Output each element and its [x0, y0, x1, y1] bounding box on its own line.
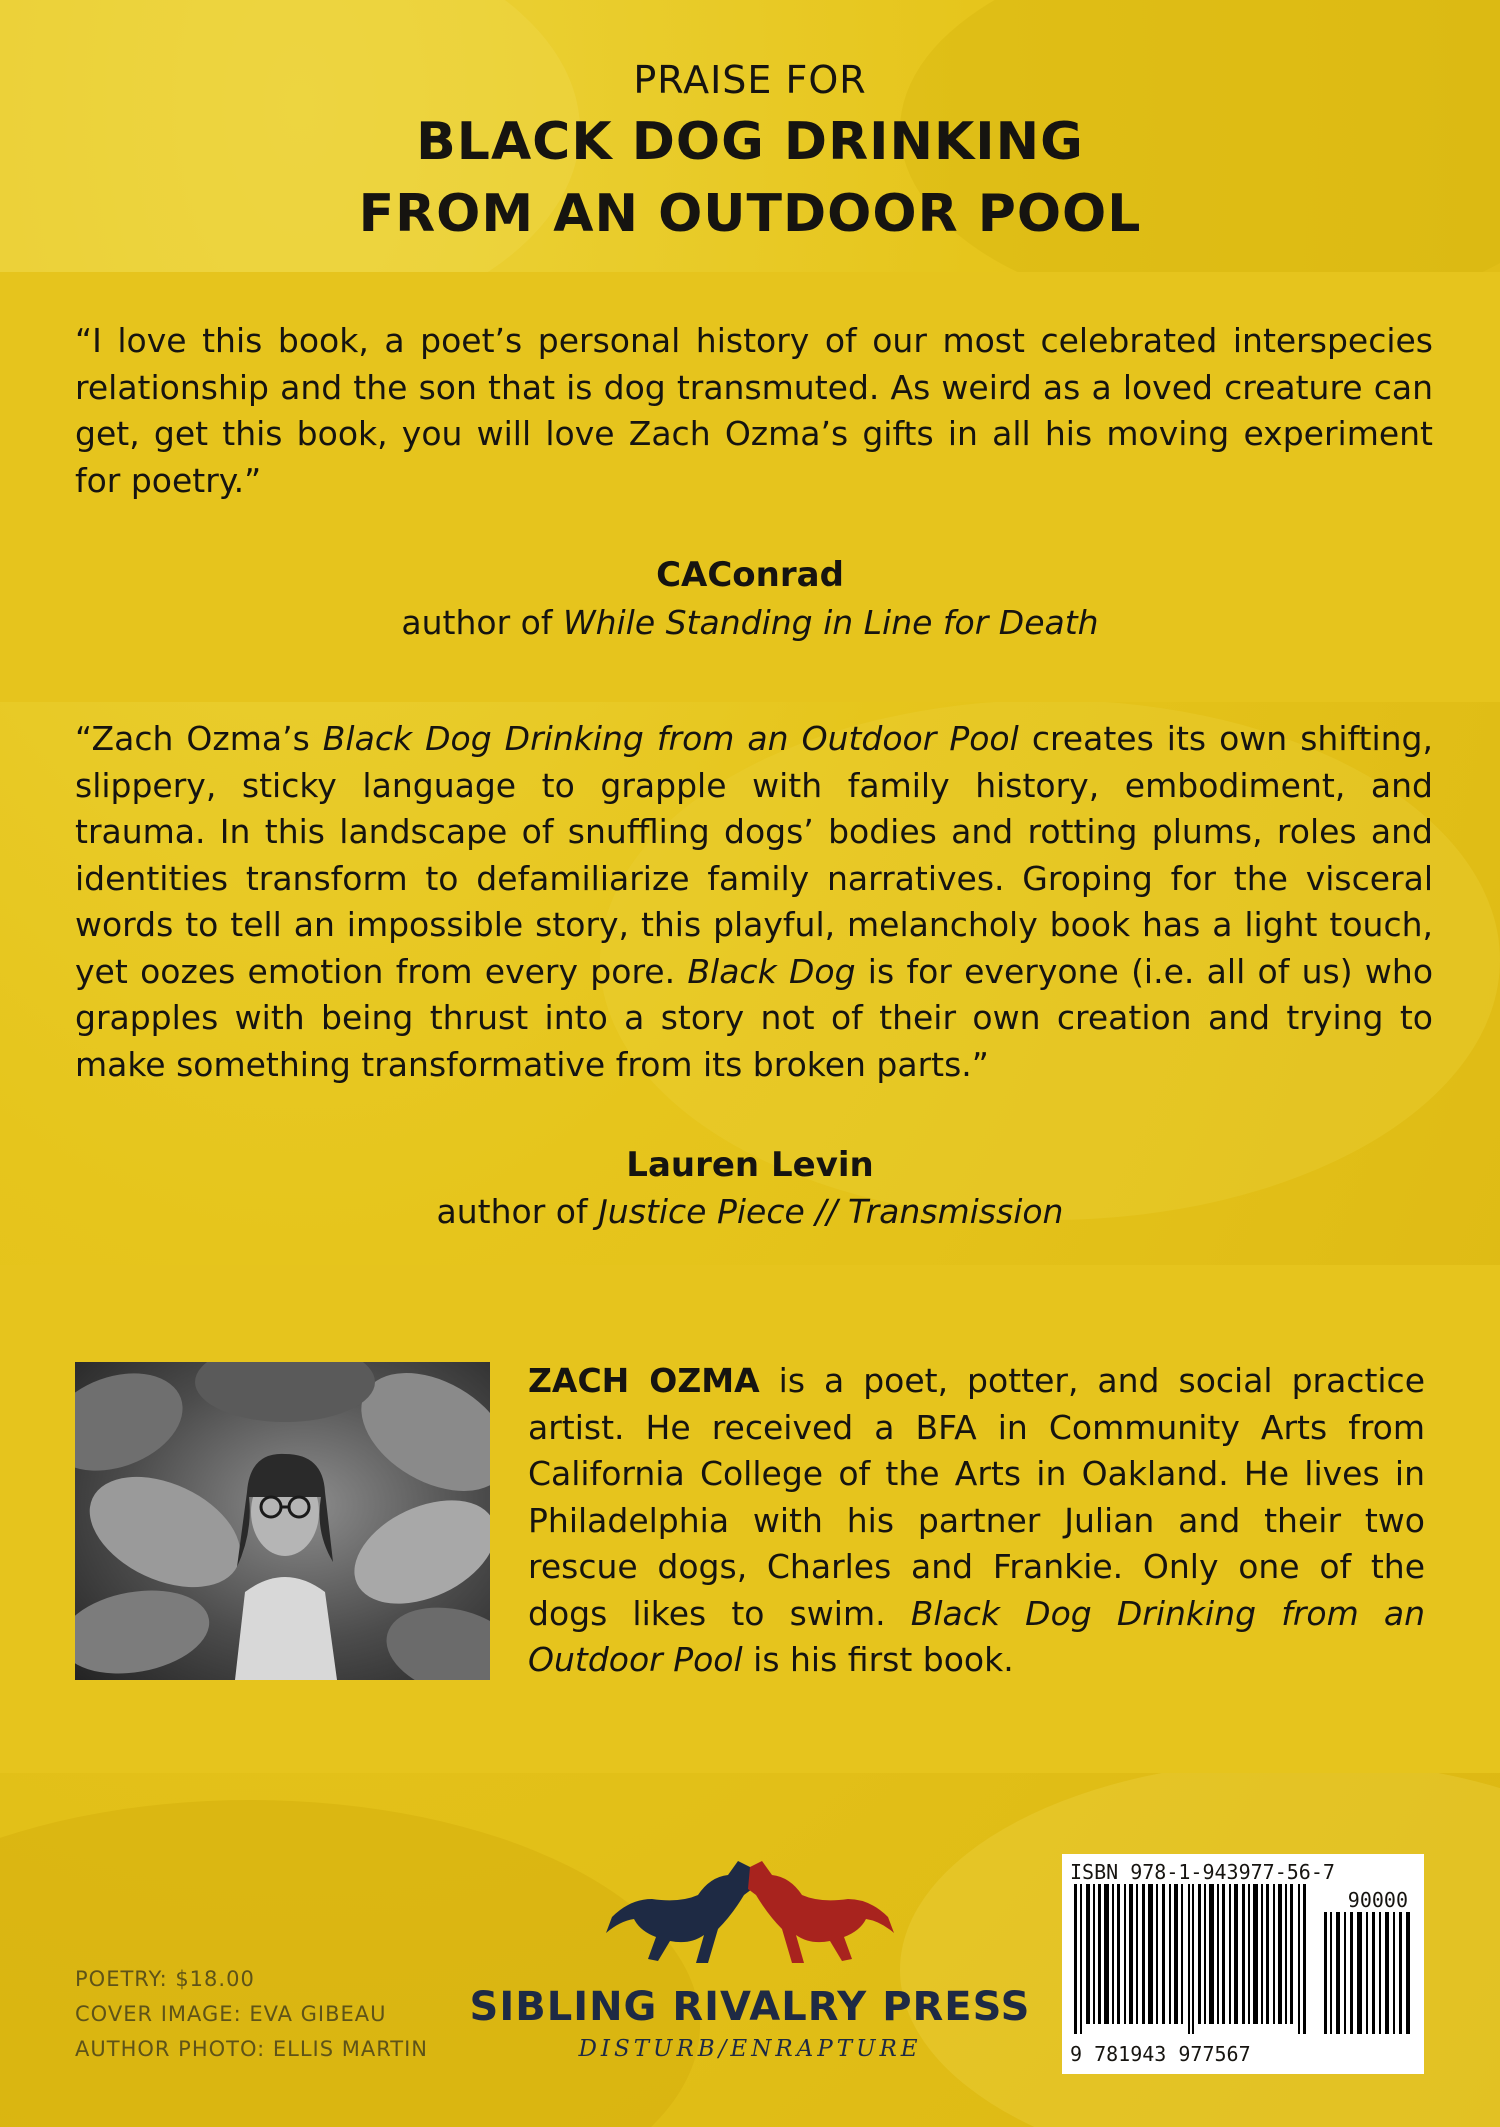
praise-for-heading: PRAISE FOR [633, 58, 867, 102]
blurb2-text: “Zach Ozma’s Black Dog Drinking from an Outdoor Pool creates its own shifting, slippery, sticky language to grapple with family history, embodiment, and trauma. In this landscape of snuffling dogs’ bodies and rotting plums, roles and identities transform to defamiliarize family narratives. Groping for the visceral words to tell an impossible story, this playful, melancholy book has a light touch, yet oozes emotion from every pore. Black Dog is for everyone (i.e. all of us) who grapples with being thrust into a story not of their own creation and trying to make something transformative from its broken parts.” [75, 719, 1434, 1084]
author-name: ZACH OZMA [528, 1361, 760, 1400]
blurb1-role: author of While Standing in Line for Death [401, 603, 1099, 642]
blurb2-author: Lauren Levin [626, 1145, 874, 1185]
blue-horse-icon [606, 1861, 752, 1963]
book-title-line1: BLACK DOG DRINKING [416, 112, 1084, 172]
price-code: 90000 [1347, 1888, 1408, 1912]
book-title-line2: FROM AN OUTDOOR POOL [358, 184, 1142, 244]
author-bio: ZACH OZMA is a poet, potter, and social practice artist. He received a BFA in Community Arts from California College of the Arts in Oakland. He lives in Philadelphia with his partner Julian and their two rescue dogs, Charles and Frankie. Only one of the dogs likes to swim. Black Dog Drinking from an Outdoor Pool is his first book. [528, 1361, 1426, 1679]
price-line: POETRY: $18.00 [75, 1967, 255, 1991]
isbn-text: ISBN 978-1-943977-56-7 [1070, 1860, 1335, 1884]
horses-logo-icon [600, 1855, 900, 1970]
blurb1-book-title: While Standing in Line for Death [562, 603, 1099, 642]
barcode-bars-icon [1074, 1884, 1314, 2034]
blurb1-author: CAConrad [656, 555, 844, 595]
addon-barcode-icon [1324, 1912, 1414, 2034]
cover-image-credit: COVER IMAGE: EVA GIBEAU [75, 2002, 387, 2026]
press-name: SIBLING RIVALRY PRESS [469, 1984, 1031, 2030]
isbn-barcode [1062, 1854, 1424, 2074]
press-tagline: DISTURB/ENRAPTURE [578, 2036, 922, 2062]
blurb2-book-title: Justice Piece // Transmission [598, 1192, 1064, 1231]
author-photo [75, 1362, 490, 1680]
blurb2-role: author of Justice Piece // Transmission [436, 1192, 1064, 1231]
blurb1-text: “I love this book, a poet’s personal history of our most celebrated interspecies relationship and the son that is dog transmuted. As weird as a loved creature can get, get this book, you will love Zach Ozma’s gifts in all his moving experiment for poetry.” [75, 321, 1433, 500]
author-photo-credit: AUTHOR PHOTO: ELLIS MARTIN [75, 2037, 429, 2061]
barcode-number: 9 781943 977567 [1070, 2042, 1251, 2066]
red-horse-icon [748, 1861, 894, 1963]
